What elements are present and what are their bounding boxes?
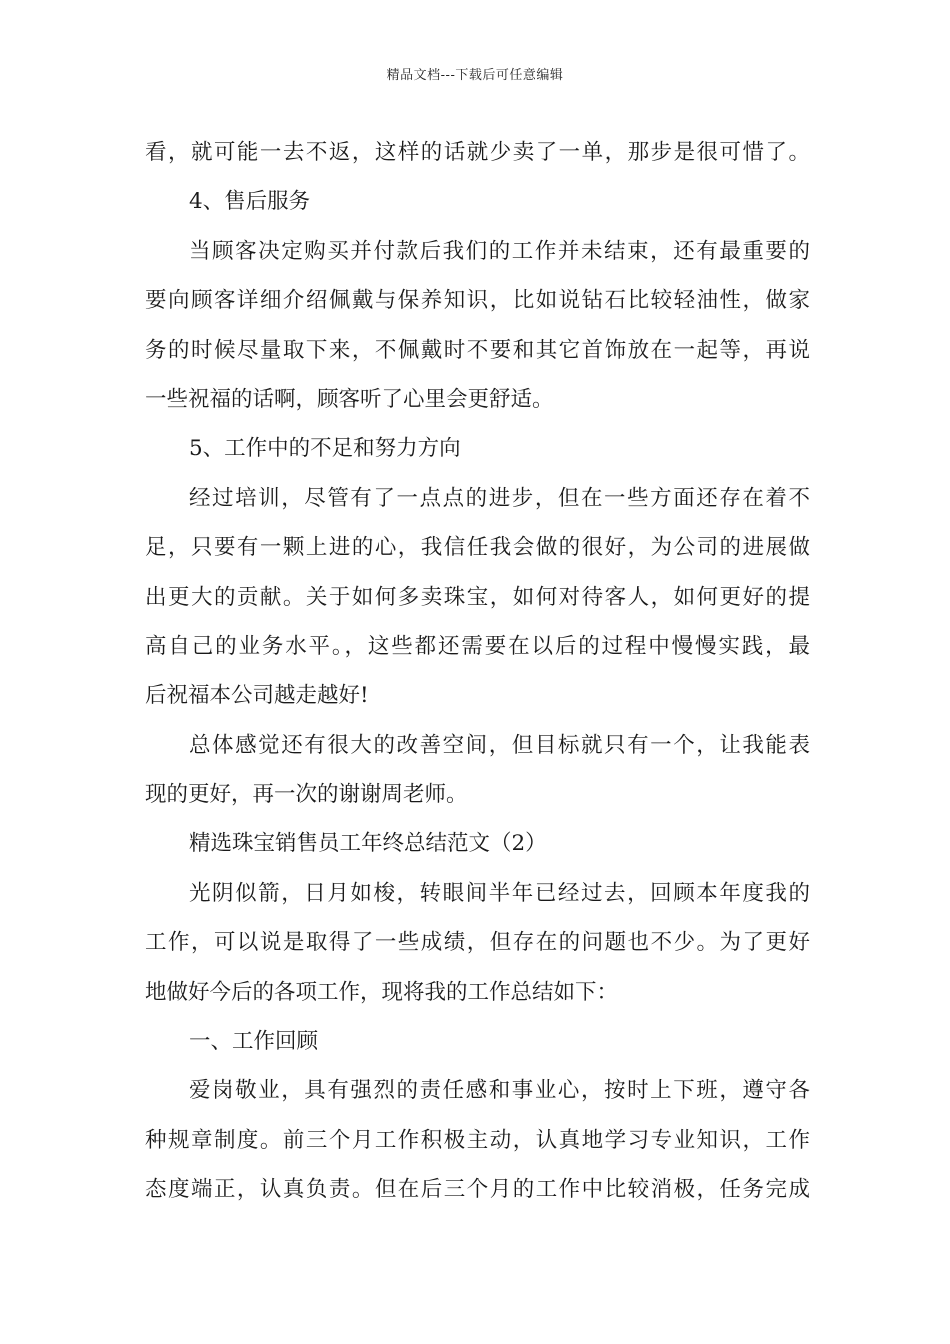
text-line: 足，只要有一颗上进的心，我信任我会做的很好，为公司的进展做 <box>145 535 810 561</box>
text-line: 看，就可能一去不返，这样的话就少卖了一单，那步是很可惜了。 <box>145 140 810 165</box>
text-line: 出更大的贡献。关于如何多卖珠宝，如何对待客人，如何更好的提 <box>145 584 810 610</box>
text-line: 种规章制度。前三个月工作积极主动，认真地学习专业知识，工作 <box>145 1127 810 1153</box>
text-line: 地做好今后的各项工作，现将我的工作总结如下： <box>145 979 619 1005</box>
text-line: 现的更好，再一次的谢谢周老师。 <box>145 782 468 808</box>
text-line: 经过培训，尽管有了一点点的进步，但在一些方面还存在着不 <box>189 485 810 511</box>
text-line: 爱岗敬业，具有强烈的责任感和事业心，按时上下班，遵守各 <box>189 1078 810 1104</box>
text-line: 工作，可以说是取得了一些成绩，但存在的问题也不少。为了更好 <box>145 930 810 956</box>
text-line: 光阴似箭，日月如梭，转眼间半年已经过去，回顾本年度我的 <box>189 880 810 906</box>
section-heading: 4、售后服务 <box>189 189 311 215</box>
document-body <box>145 128 810 1215</box>
section-heading: 一、工作回顾 <box>189 1029 319 1055</box>
page-header: 精品文档---下载后可任意编辑 <box>386 68 564 83</box>
text-line: 后祝福本公司越走越好! <box>145 683 369 709</box>
text-line: 一些祝福的话啊，顾客听了心里会更舒适。 <box>145 386 554 412</box>
text-line: 态度端正，认真负责。但在后三个月的工作中比较消极，任务完成 <box>145 1177 810 1203</box>
text-line: 当顾客决定购买并付款后我们的工作并未结束，还有最重要的 <box>189 238 810 264</box>
text-line: 高自己的业务水平。，这些都还需要在以后的过程中慢慢实践，最 <box>145 633 810 659</box>
text-line: 总体感觉还有很大的改善空间，但目标就只有一个，让我能表 <box>189 732 810 758</box>
section-heading: 5、工作中的不足和努力方向 <box>189 436 461 462</box>
section-title: 精选珠宝销售员工年终总结范文（2） <box>189 831 547 857</box>
text-line: 务的时候尽量取下来，不佩戴时不要和其它首饰放在一起等，再说 <box>145 337 810 363</box>
text-line: 要向顾客详细介绍佩戴与保养知识，比如说钻石比较轻油性，做家 <box>145 288 810 314</box>
